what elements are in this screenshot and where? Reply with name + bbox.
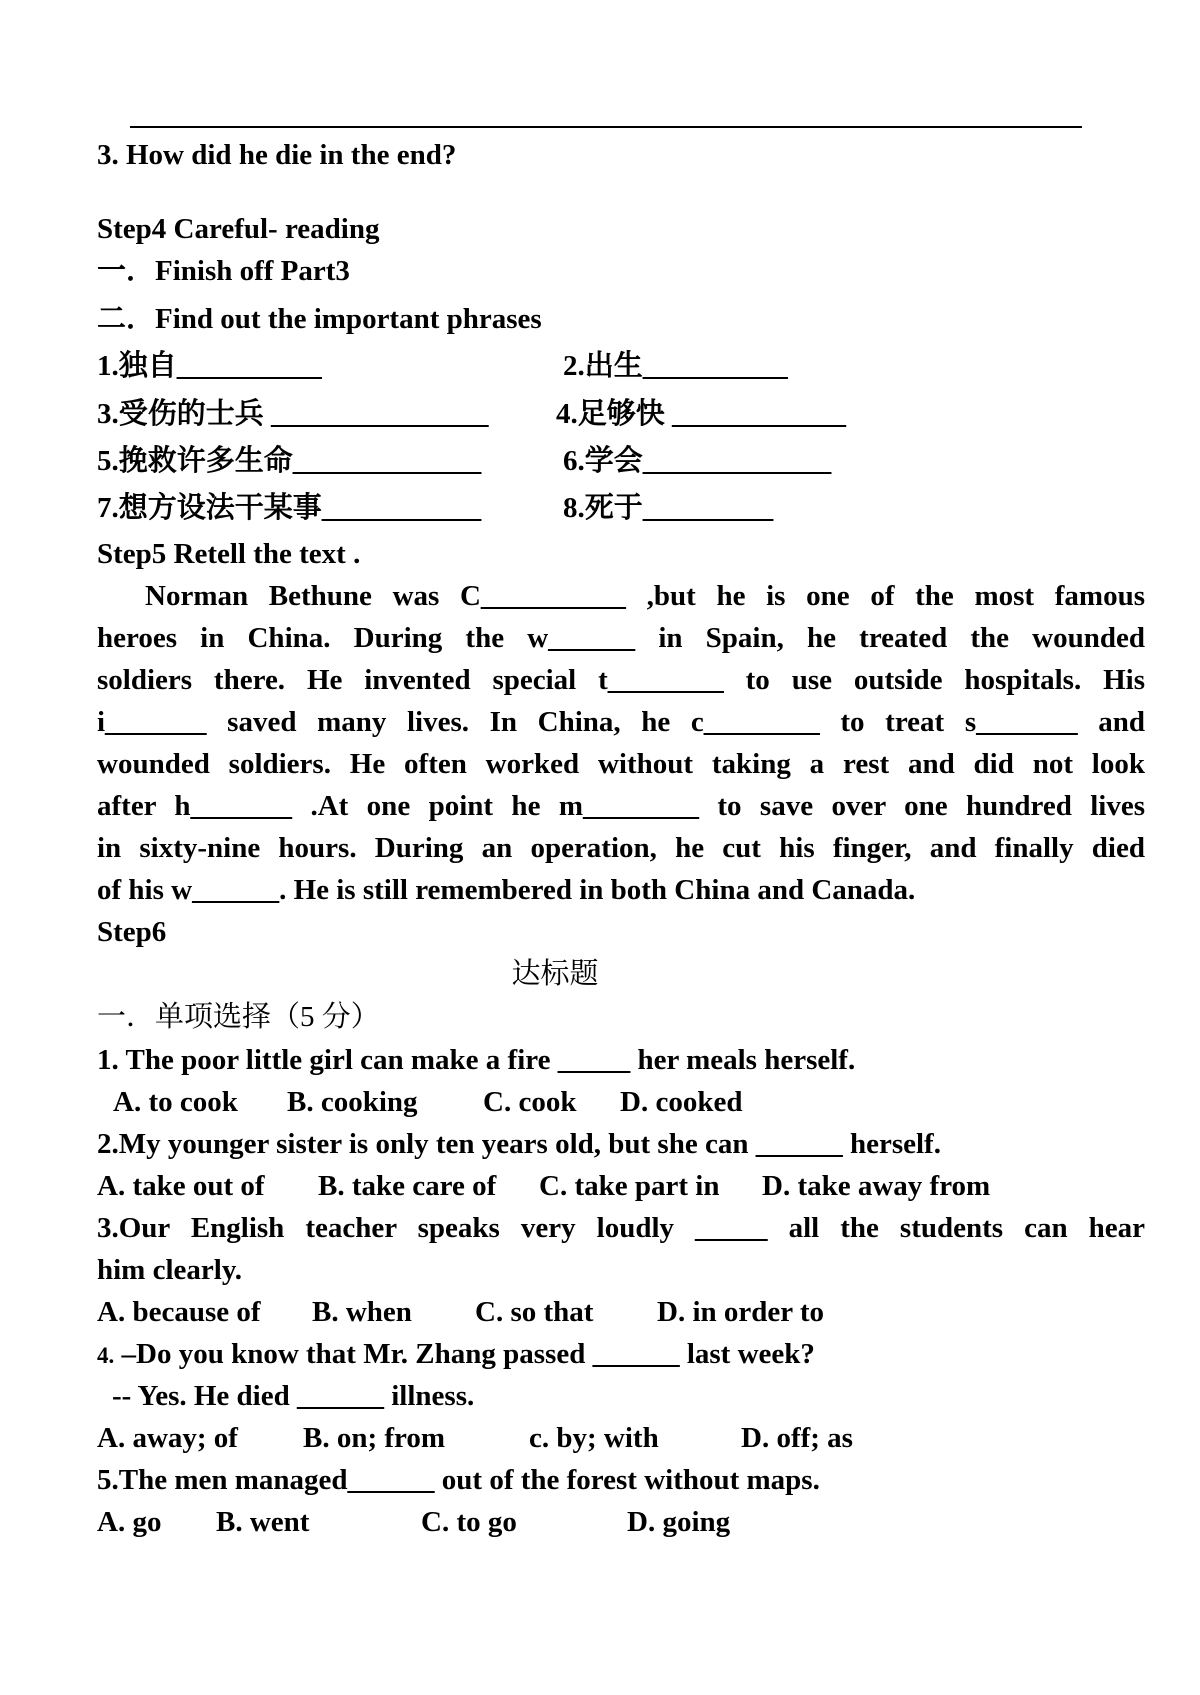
phrase-8: 8.死于_________ xyxy=(563,492,774,524)
phrase-2: 2.出生__________ xyxy=(563,350,788,382)
step5-heading: Step5 Retell the text . xyxy=(97,538,361,570)
mc-option-4a: A. away; of xyxy=(97,1422,238,1454)
mc-question-4-number: 4. xyxy=(97,1343,115,1368)
phrase-6: 6.学会_____________ xyxy=(563,445,832,477)
phrase-3: 3.受伤的士兵 _______________ xyxy=(97,398,489,430)
mc-option-1b: B. cooking xyxy=(287,1086,418,1118)
mc-option-2c: C. take part in xyxy=(539,1170,720,1202)
mc-option-4c: c. by; with xyxy=(529,1422,659,1454)
mc-option-1d: D. cooked xyxy=(620,1086,743,1118)
step4-part1: 一．Finish off Part3 xyxy=(97,255,350,287)
retell-line-7: in sixty-nine hours. During an operation, he cut his finger, and finally died xyxy=(97,832,1145,864)
mc-question-4-reply: -- Yes. He died ______ illness. xyxy=(112,1380,475,1412)
mc-option-2b: B. take care of xyxy=(318,1170,497,1202)
phrase-7: 7.想方设法干某事___________ xyxy=(97,492,482,524)
mc-option-5d: D. going xyxy=(627,1506,731,1538)
retell-line-4: i_______ saved many lives. In China, he c________ to treat s_______ and xyxy=(97,706,1145,738)
question-3: 3. How did he die in the end? xyxy=(97,139,457,171)
mc-question-4 xyxy=(97,1337,815,1373)
mc-question-3: 3.Our English teacher speaks very loudly _____ all the students can hear xyxy=(97,1212,1145,1244)
step4-heading: Step4 Careful- reading xyxy=(97,213,380,245)
mc-question-4-stem: –Do you know that Mr. Zhang passed ______ last week? xyxy=(114,1338,815,1370)
step6-heading: Step6 xyxy=(97,916,167,948)
answer-line xyxy=(130,126,1082,128)
mc-option-5c: C. to go xyxy=(421,1506,517,1538)
retell-line-3: soldiers there. He invented special t________ to use outside hospitals. His xyxy=(97,664,1145,696)
mc-question-3-cont: him clearly. xyxy=(97,1254,242,1286)
mc-question-5: 5.The men managed______ out of the forest without maps. xyxy=(97,1464,820,1496)
phrase-5: 5.挽救许多生命_____________ xyxy=(97,445,482,477)
retell-line-1: Norman Bethune was C__________ ,but he is one of the most famous xyxy=(145,580,1145,612)
retell-line-6: after h_______ .At one point he m________ to save over one hundred lives xyxy=(97,790,1145,822)
mc-option-3d: D. in order to xyxy=(657,1296,825,1328)
retell-line-8: of his w______. He is still remembered in both China and Canada. xyxy=(97,874,916,906)
mc-question-2: 2.My younger sister is only ten years old, but she can ______ herself. xyxy=(97,1128,941,1160)
mc-option-2a: A. take out of xyxy=(97,1170,265,1202)
phrase-4: 4.足够快 ____________ xyxy=(556,398,847,430)
step4-part2: 二．Find out the important phrases xyxy=(97,303,542,335)
mc-option-1c: C. cook xyxy=(483,1086,577,1118)
mc-option-2d: D. take away from xyxy=(762,1170,991,1202)
mc-option-4d: D. off; as xyxy=(741,1422,853,1454)
section-heading: 一．单项选择（5 分） xyxy=(97,1001,380,1033)
mc-option-3a: A. because of xyxy=(97,1296,261,1328)
mc-question-1: 1. The poor little girl can make a fire _____ her meals herself. xyxy=(97,1044,856,1076)
retell-line-2: heroes in China. During the w______ in Spain, he treated the wounded xyxy=(97,622,1145,654)
mc-option-4b: B. on; from xyxy=(303,1422,446,1454)
mc-option-5a: A. go xyxy=(97,1506,162,1538)
retell-line-5: wounded soldiers. He often worked without taking a rest and did not look xyxy=(97,748,1145,780)
mc-option-1a: A. to cook xyxy=(113,1086,238,1118)
mc-option-3b: B. when xyxy=(312,1296,412,1328)
phrase-1: 1.独自__________ xyxy=(97,350,322,382)
mc-option-3c: C. so that xyxy=(475,1296,594,1328)
quiz-title: 达标题 xyxy=(511,958,599,990)
mc-option-5b: B. went xyxy=(216,1506,310,1538)
